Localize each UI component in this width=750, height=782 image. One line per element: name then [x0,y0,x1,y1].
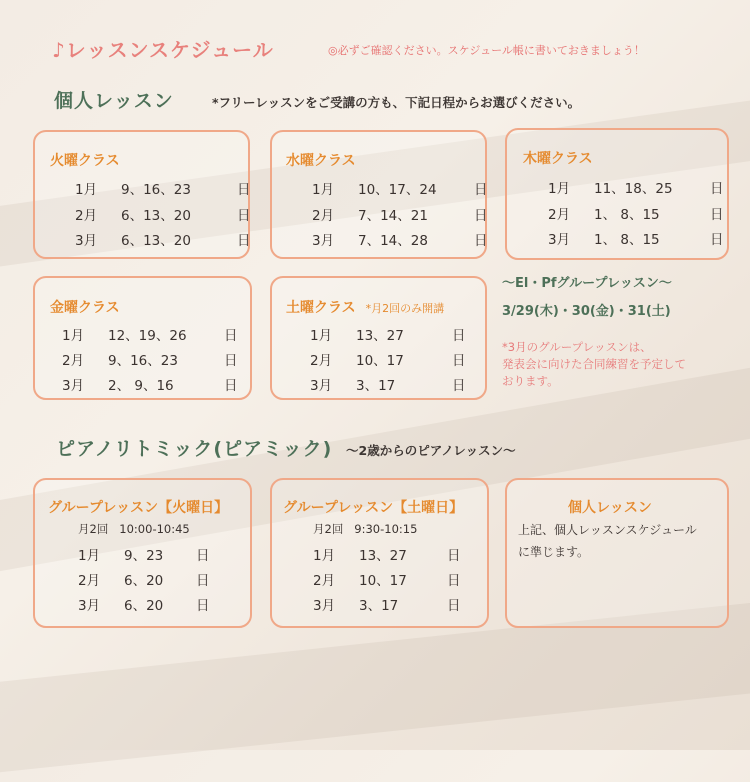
schedule-row: 3月 6、13、20 日 [75,233,251,249]
class-title: 金曜クラス [50,300,120,316]
schedule-row: 3月 6、20 日 [78,598,210,614]
schedule-row: 2月 9、16、23 日 [62,353,238,369]
piamic-individual-body: 上記、個人レッスンスケジュール に準じます。 [518,523,697,559]
schedule-row: 2月 1、 8、15 日 [548,207,724,223]
schedule-row: 3月 3、17 日 [310,378,466,394]
schedule-row: 2月 7、14、21 日 [312,208,488,224]
schedule-row: 1月 9、16、23 日 [75,182,251,198]
class-title: 土曜クラス *月2回のみ開講 [286,300,445,316]
individual-heading: 個人レッスン [54,90,174,112]
schedule-row: 2月 6、20 日 [78,573,210,589]
schedule-row: 3月 2、 9、16 日 [62,378,238,394]
schedule-row: 1月 10、17、24 日 [312,182,488,198]
header-note: ◎必ずご確認ください。スケジュール帳に書いておきましょう！ [328,44,645,57]
piamic-card-time: 月2回 10:00-10:45 [78,522,190,536]
schedule-row: 2月 10、17 日 [313,573,461,589]
group-lesson-dates: 3/29(木)・30(金)・31(土) [502,304,671,319]
individual-subnote: *フリーレッスンをご受講の方も、下記日程からお選びください。 [212,95,581,110]
schedule-row: 2月 10、17 日 [310,353,466,369]
class-note: *月2回のみ開講 [365,302,445,315]
class-title: 木曜クラス [523,151,593,167]
schedule-row: 3月 3、17 日 [313,598,461,614]
piamic-individual-title: 個人レッスン [568,500,652,516]
piamic-card-title: グループレッスン【火曜日】 [48,500,229,516]
schedule-row: 1月 13、27 日 [313,548,461,564]
piamic-card-time: 月2回 9:30-10:15 [313,522,418,536]
schedule-row: 1月 9、23 日 [78,548,210,564]
page-title: ♪レッスンスケジュール [52,38,274,62]
class-title: 水曜クラス [286,153,356,169]
class-title: 火曜クラス [50,153,120,169]
group-lesson-note: *3月のグループレッスンは、 発表会に向けた合同練習を予定して おります。 [502,340,686,388]
piamic-subheading: 〜2歳からのピアノレッスン〜 [346,443,516,458]
schedule-row: 1月 13、27 日 [310,328,466,344]
schedule-row: 2月 6、13、20 日 [75,208,251,224]
piamic-heading: ピアノリトミック(ピアミック) [56,438,333,460]
schedule-row: 3月 7、14、28 日 [312,233,488,249]
schedule-row: 3月 1、 8、15 日 [548,232,724,248]
schedule-row: 1月 12、19、26 日 [62,328,238,344]
group-lesson-heading: 〜El・Pfグループレッスン〜 [502,276,672,291]
schedule-row: 1月 11、18、25 日 [548,181,724,197]
piamic-card-title: グループレッスン【土曜日】 [283,500,464,516]
